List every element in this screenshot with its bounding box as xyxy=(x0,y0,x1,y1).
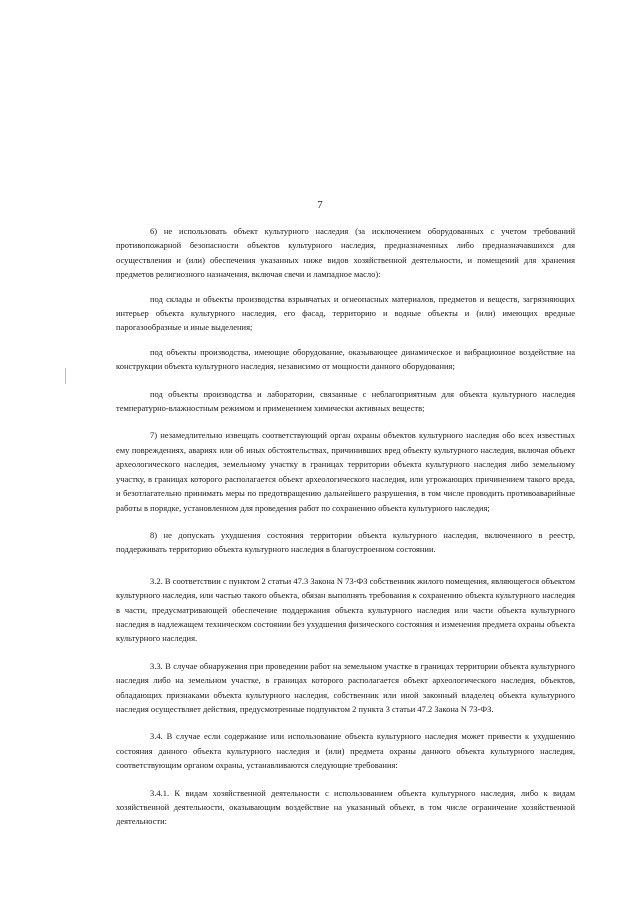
margin-mark xyxy=(65,368,66,384)
paragraph-8: 8) не допускать ухудшения состояния территории объекта культурного наследия, включенного в реестр, поддерживать территорию объекта культурного наследия в благоустроенном состоянии. xyxy=(116,529,575,555)
paragraph-warehouses: под склады и объекты производства взрывчатых и огнеопасных материалов, предметов и веществ, загрязняющих интерьер объекта культурного наследия, его фасад, территорию и водные объекты и (или) имеющих вредные парогазообразные и иные выделения; xyxy=(116,293,575,333)
paragraph-laboratories: под объекты производства и лаборатории, связанные с неблагоприятным для объекта культурного наследия температурно-влажностным режимом и применением химически активных веществ; xyxy=(116,388,575,414)
paragraph-3-2: 3.2. В соответствии с пунктом 2 статьи 47.3 Закона N 73-ФЗ собственник жилого помещения, являющегося объектом культурного наследия, или частью такого объекта, обязан выполнять требования к сохранению объекта культурного наследия в части, предусматривающей обеспечение поддержания объекта культурного наследия или части объекта культурного наследия в надлежащем техническом состоянии без ухудшения физического состояния и изменения предмета охраны объекта культурного наследия. xyxy=(116,575,575,644)
paragraph-3-4: 3.4. В случае если содержание или использование объекта культурного наследия может привести к ухудшению состояния данного объекта культурного наследия и (или) предмета охраны данного объекта культурного наследия, соответствующим органом охраны, устанавливаются следующие требования: xyxy=(116,731,575,771)
paragraph-3-4-1: 3.4.1. К видам хозяйственной деятельности с использованием объекта культурного наследия, либо к видам хозяйственной деятельности, оказывающим воздействие на указанный объект, в том числе ограничение хозяйственной деятельности: xyxy=(116,787,575,827)
page-number: 7 xyxy=(317,199,323,211)
paragraph-7: 7) незамедлительно извещать соответствующий орган охраны объектов культурного наследия обо всех известных ему повреждениях, авариях или об иных обстоятельствах, причинивших вред объекту культурного наследия, включая объект археологического наследия, земельному участку в границах территории объекта культурного наследия либо земельному участку, в границах которого располагается объект археологического наследия, или угрожающих причинением такого вреда, и безотлагательно принимать меры по предотвращению дальнейшего разрушения, в том числе проводить противоаварийные работы в порядке, установленном для проведения работ по сохранению объекта культурного наследия; xyxy=(116,430,575,513)
paragraph-3-3: 3.3. В случае обнаружения при проведении работ на земельном участке в границах территории объекта культурного наследия либо на земельном участке, в границах которого располагается объект археологического наследия, объектов, обладающих признаками объекта культурного наследия, собственник или иной законный владелец объекта культурного наследия осуществляет действия, предусмотренные подпунктом 2 пункта 3 статьи 47.2 Закона N 73-ФЗ. xyxy=(116,660,575,714)
paragraph-vibration: под объекты производства, имеющие оборудование, оказывающее динамическое и вибрационное воздействие на конструкции объекта культурного наследия, независимо от мощности данного оборудования; xyxy=(116,346,575,372)
document-body xyxy=(116,224,575,842)
paragraph-6: 6) не использовать объект культурного наследия (за исключением оборудованных с учетом требований противопожарной безопасности объектов культурного наследия, предназначенных либо предназначавшихся для осуществления и (или) обеспечения указанных ниже видов хозяйственной деятельности, и помещений для хранения предметов религиозного назначения, включая свечи и лампадное масло): xyxy=(116,226,575,280)
